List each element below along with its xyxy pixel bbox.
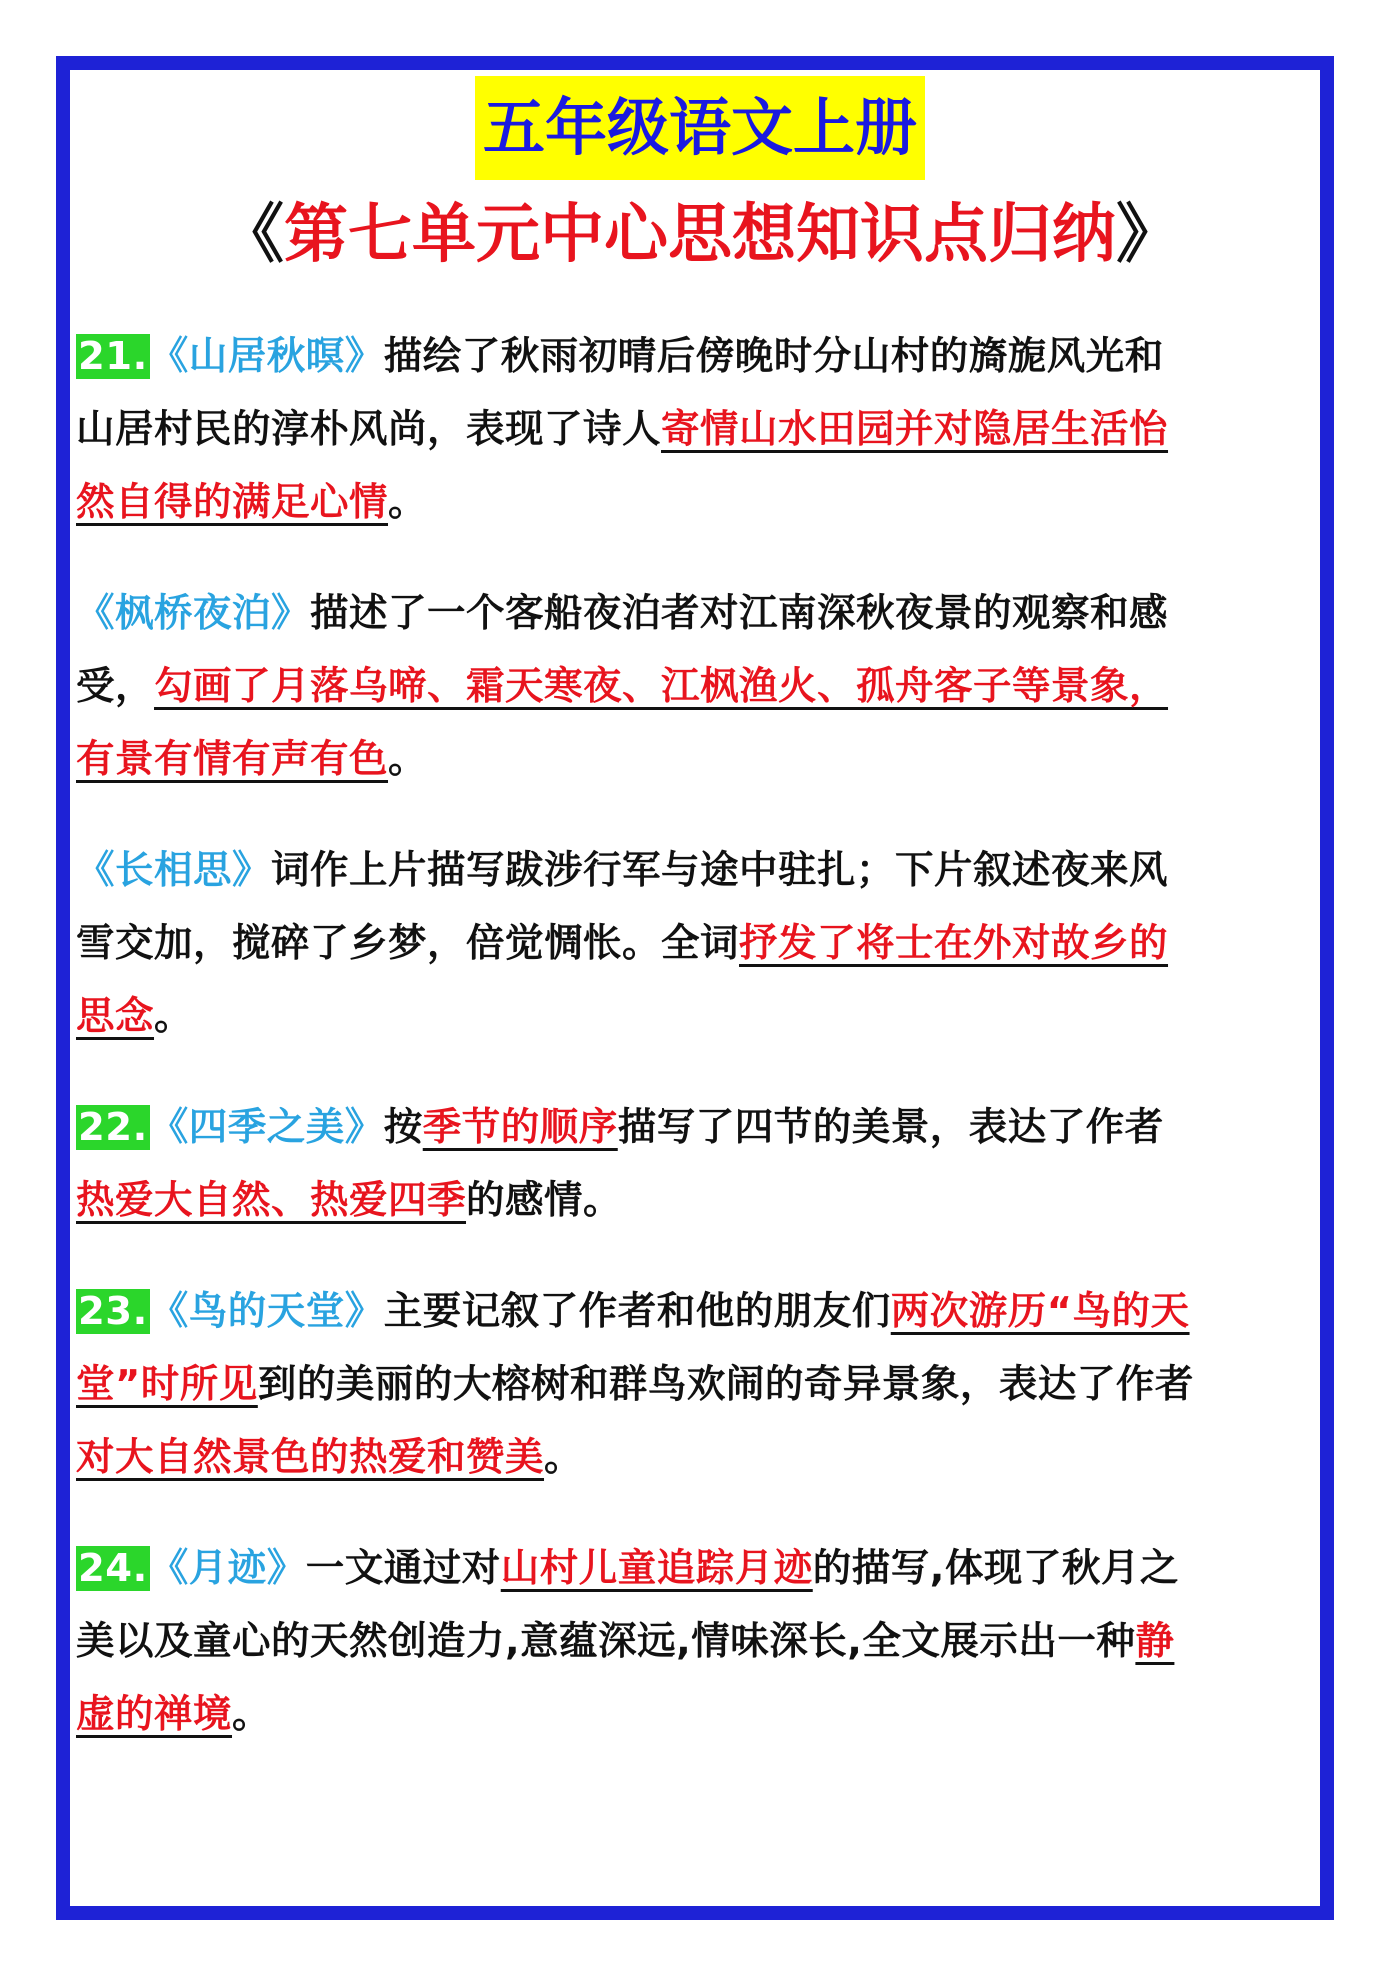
entry-text: 词作上片描写跋涉行军与途中驻扎；下片叙述夜来风雪交加，搅碎了乡梦，倍觉惆怅。全词 <box>76 848 1169 966</box>
entry-text: 到的美丽的大榕树和群鸟欢闹的奇异景象，表达了作者 <box>257 1362 1194 1407</box>
entry-number: 23. <box>78 1289 148 1334</box>
entry-text: 。 <box>388 737 428 782</box>
subtitle-bracket-open: 《 <box>220 198 284 272</box>
subtitle-bracket-close: 》 <box>1116 198 1180 272</box>
book-title: 《枫桥夜泊》 <box>76 591 311 636</box>
entry-number: 24. <box>78 1546 148 1591</box>
book-title: 《鸟的天堂》 <box>149 1289 384 1334</box>
entry-text: 一文通过对 <box>305 1546 501 1591</box>
entry-shanju-qiuming <box>76 320 1202 539</box>
key-phrase: 勾画了月落乌啼、霜天寒夜、江枫渔火、孤舟客子等景象，有景有情有声有色 <box>76 664 1169 782</box>
entry-text: 。 <box>154 994 194 1039</box>
key-phrase: 山村儿童追踪月迹 <box>500 1546 813 1591</box>
key-phrase: 热爱大自然、热爱四季 <box>76 1178 467 1223</box>
title-block <box>0 76 1400 180</box>
entry-text: 。 <box>388 480 428 525</box>
key-phrase: 静虚的禅境 <box>76 1619 1175 1737</box>
subtitle-text: 第七单元中心思想知识点归纳 <box>284 198 1116 272</box>
content-area <box>76 320 1202 1751</box>
key-phrase: 寄情山水田园并对隐居生活怡然自得的满足心情 <box>76 407 1169 525</box>
entry-number: 22. <box>78 1105 148 1150</box>
page-subtitle <box>0 190 1400 280</box>
entry-text: 描述了一个客船夜泊者对江南深秋夜景的观察和感受， <box>76 591 1169 709</box>
book-title: 《长相思》 <box>76 848 272 893</box>
entry-yueji <box>76 1532 1202 1751</box>
key-phrase: 对大自然景色的热爱和赞美 <box>76 1435 545 1480</box>
page-title: 五年级语文上册 <box>475 76 925 180</box>
book-title: 《山居秋暝》 <box>149 334 384 379</box>
entry-changxiangsi <box>76 834 1202 1053</box>
book-title: 《四季之美》 <box>149 1105 384 1150</box>
entry-number: 21. <box>78 334 148 379</box>
book-title: 《月迹》 <box>149 1546 306 1591</box>
key-phrase: 两次游历“鸟的天堂”时所见 <box>76 1289 1190 1407</box>
entry-text: 。 <box>232 1692 272 1737</box>
entry-text: 描写了四节的美景，表达了作者 <box>617 1105 1164 1150</box>
entry-text: 描绘了秋雨初晴后傍晚时分山村的旖旎风光和山居村民的淳朴风尚，表现了诗人 <box>76 334 1164 452</box>
entry-niao-de-tiantang <box>76 1275 1202 1494</box>
entry-text: 的感情。 <box>466 1178 623 1223</box>
entry-fengqiao-yebo <box>76 577 1202 796</box>
key-phrase: 季节的顺序 <box>422 1105 618 1150</box>
entry-text: 主要记叙了作者和他的朋友们 <box>383 1289 891 1334</box>
entry-text: 。 <box>544 1435 584 1480</box>
key-phrase: 抒发了将士在外对故乡的思念 <box>76 921 1169 1039</box>
entry-siji-zhimei <box>76 1091 1202 1237</box>
entry-text: 的描写,体现了秋月之美以及童心的天然创造力,意蕴深远,情味深长,全文展示出一种 <box>76 1546 1179 1664</box>
entry-text: 按 <box>383 1105 423 1150</box>
